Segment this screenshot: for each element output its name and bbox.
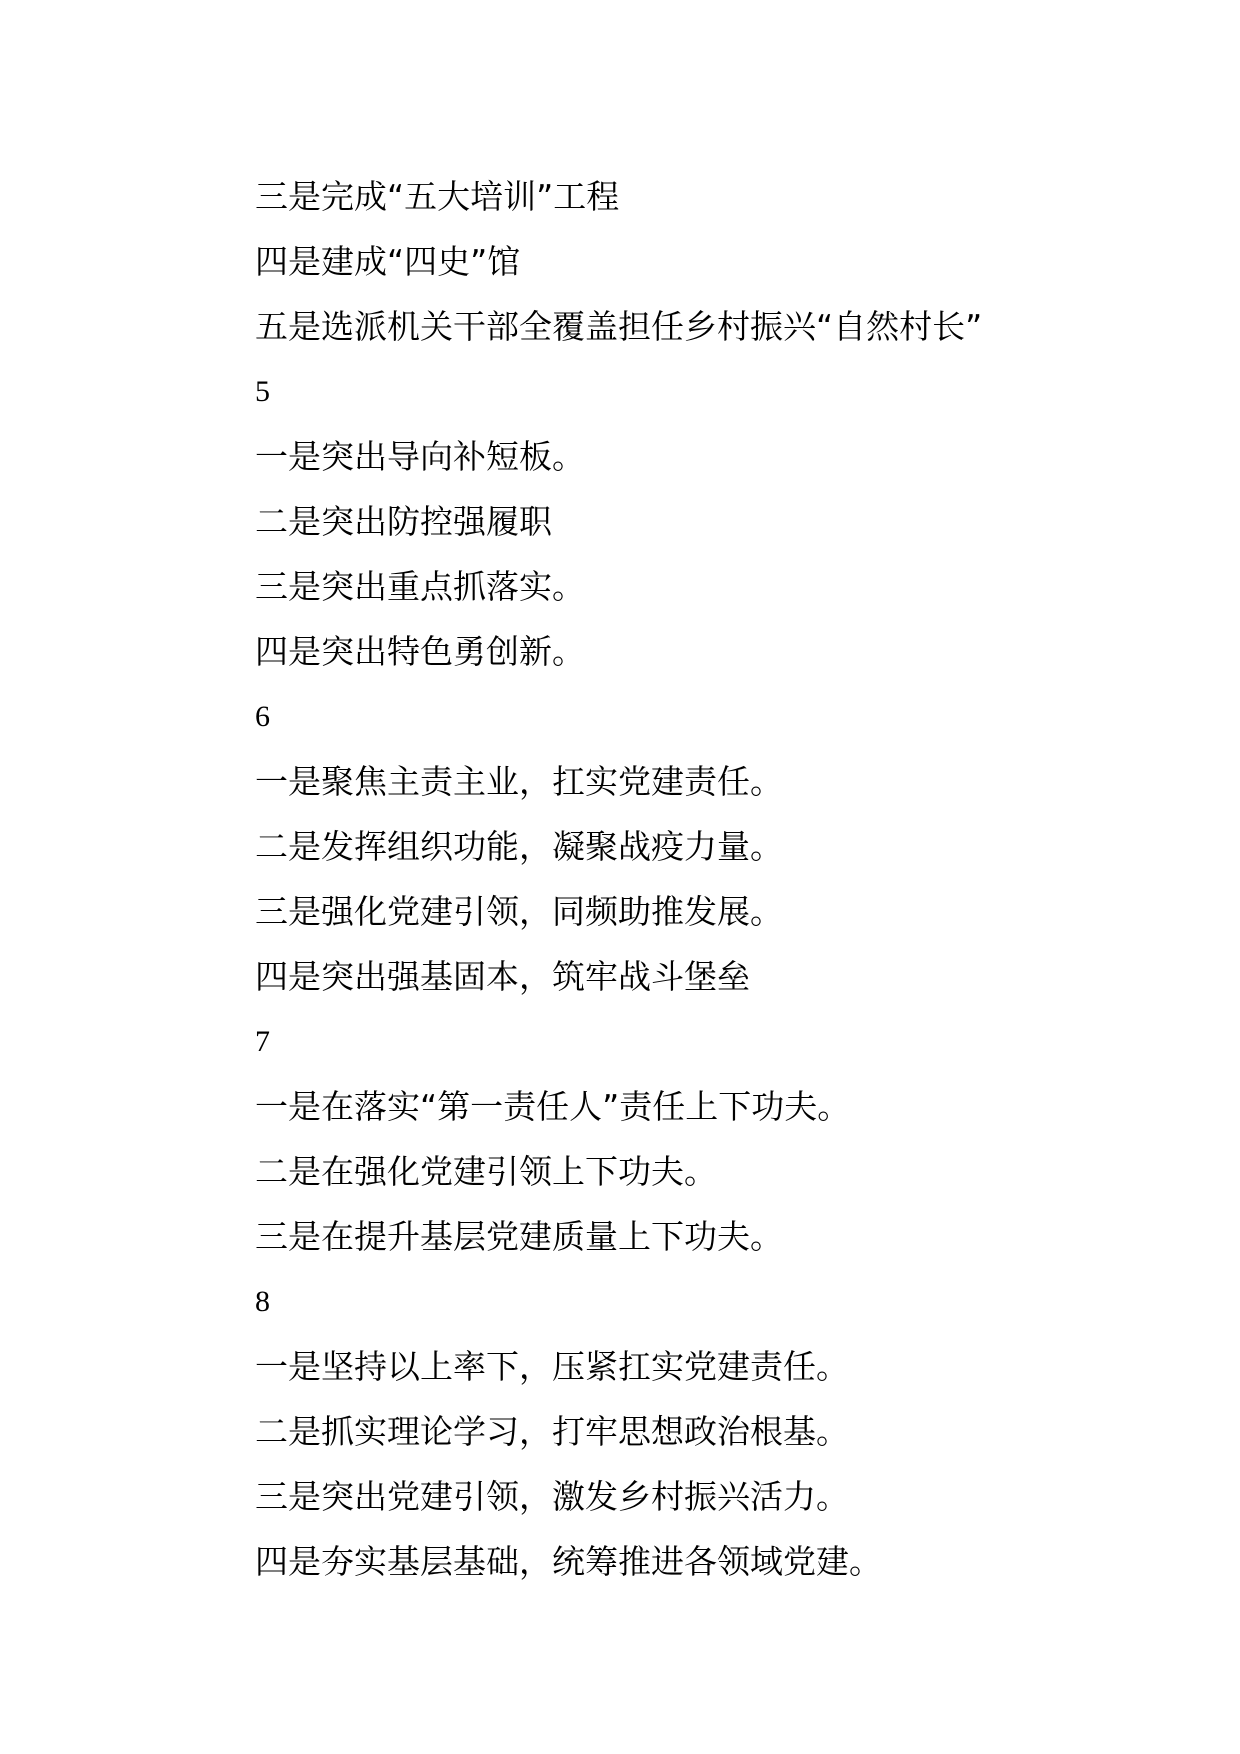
section-number: 6 [255,700,270,733]
section-number: 8 [255,1285,270,1318]
text-line: 一是聚焦主责主业，扛实党建责任。 [255,762,783,801]
text-line: 二是抓实理论学习，打牢思想政治根基。 [255,1412,849,1451]
text-line: 三是突出党建引领，激发乡村振兴活力。 [255,1477,849,1516]
text-line: 四是建成“四史”馆 [255,242,521,281]
text-line: 五是选派机关干部全覆盖担任乡村振兴“自然村长” [255,307,983,346]
text-line: 一是在落实“第一责任人”责任上下功夫。 [255,1087,851,1126]
text-line: 二是发挥组织功能，凝聚战疫力量。 [255,827,783,866]
text-line: 二是突出防控强履职 [255,502,552,541]
text-line: 三是突出重点抓落实。 [255,567,585,606]
section-number: 5 [255,375,270,408]
text-line: 四是突出特色勇创新。 [255,632,585,671]
text-line: 三是强化党建引领，同频助推发展。 [255,892,783,931]
section-number: 7 [255,1025,270,1058]
text-line: 四是夯实基层基础，统筹推进各领域党建。 [255,1542,882,1581]
text-line: 四是突出强基固本，筑牢战斗堡垒 [255,957,750,996]
text-line: 三是在提升基层党建质量上下功夫。 [255,1217,783,1256]
text-line: 一是坚持以上率下，压紧扛实党建责任。 [255,1347,849,1386]
text-line: 二是在强化党建引领上下功夫。 [255,1152,717,1191]
text-line: 一是突出导向补短板。 [255,437,585,476]
text-line: 三是完成“五大培训”工程 [255,177,620,216]
document-body [255,164,1155,1594]
